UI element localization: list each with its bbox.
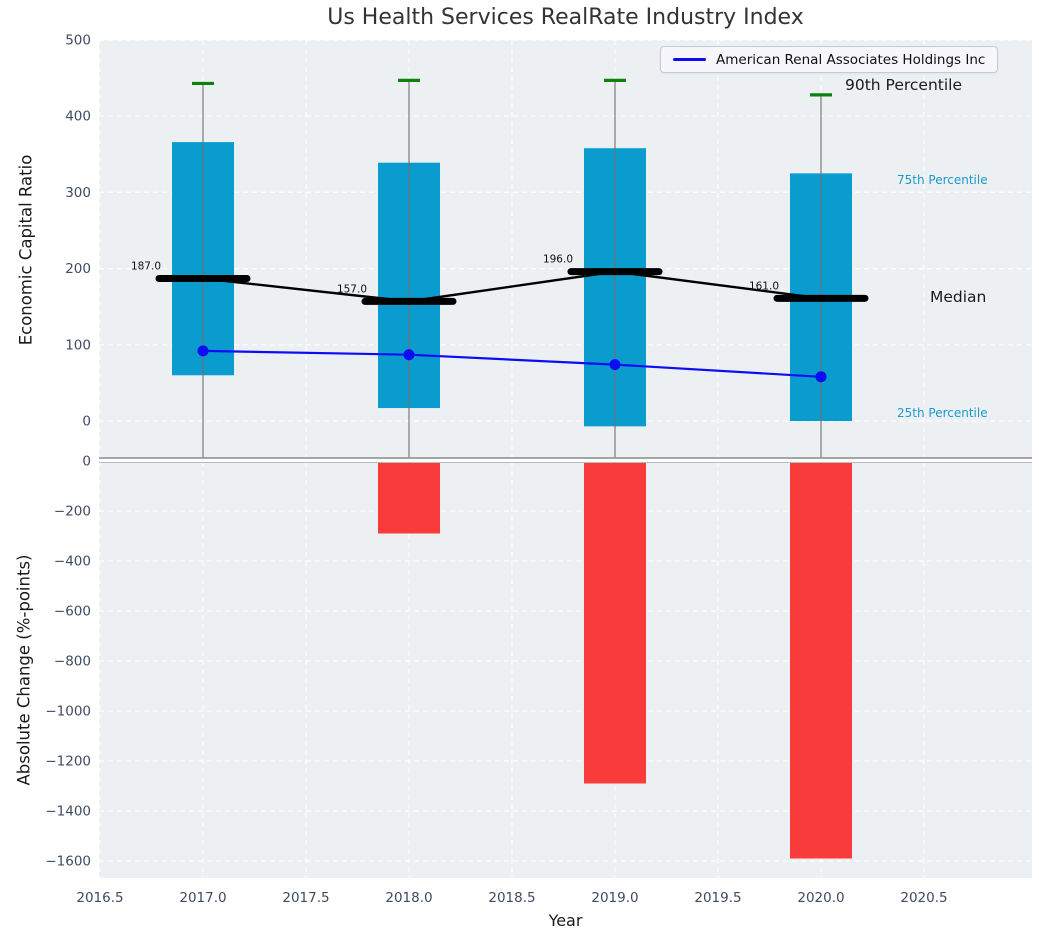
x-tick-label: 2020.5 <box>900 890 948 906</box>
top-axes-background <box>99 40 1032 458</box>
legend-label: American Renal Associates Holdings Inc <box>716 51 986 68</box>
y-tick-label-bottom: −800 <box>53 653 91 670</box>
x-tick-label: 2020.0 <box>797 890 845 906</box>
change-bar <box>790 462 852 859</box>
x-tick-label: 2019.5 <box>694 890 742 906</box>
change-bar <box>378 462 440 534</box>
company-marker <box>816 371 827 382</box>
annotation-75th-percentile: 75th Percentile <box>897 173 988 187</box>
annotation-90th-percentile: 90th Percentile <box>845 76 963 94</box>
company-marker <box>198 345 209 356</box>
y-tick-label-top: 0 <box>82 413 91 430</box>
y-tick-label-top: 400 <box>65 108 91 125</box>
y-tick-label-bottom: −400 <box>53 553 91 570</box>
y-tick-label-top: 200 <box>65 261 91 278</box>
y-tick-label-top: 100 <box>65 337 91 354</box>
y-tick-label-bottom: 0 <box>82 453 91 470</box>
y-tick-label-bottom: −1600 <box>45 853 91 870</box>
x-tick-label: 2018.0 <box>385 890 433 906</box>
y-tick-label-bottom: −200 <box>53 503 91 520</box>
legend-line-sample <box>673 58 706 61</box>
y-axis-label-top: Economic Capital Ratio <box>16 154 36 346</box>
y-tick-label-bottom: −1200 <box>45 753 91 770</box>
y-tick-label-bottom: −600 <box>53 603 91 620</box>
x-axis-label: Year <box>548 911 583 930</box>
x-tick-label: 2017.0 <box>179 890 227 906</box>
company-marker <box>404 349 415 360</box>
median-value-label: 157.0 <box>336 283 367 296</box>
x-tick-label: 2016.5 <box>76 890 124 906</box>
x-tick-label: 2018.5 <box>488 890 536 906</box>
median-value-label: 187.0 <box>130 260 161 273</box>
y-tick-label-bottom: −1400 <box>45 803 91 820</box>
y-axis-label-bottom: Absolute Change (%-points) <box>14 554 34 786</box>
chart-title: Us Health Services RealRate Industry Index <box>327 5 804 30</box>
median-value-label: 196.0 <box>542 253 573 266</box>
company-marker <box>610 359 621 370</box>
y-tick-label-bottom: −1000 <box>45 703 91 720</box>
annotation-25th-percentile: 25th Percentile <box>897 406 988 420</box>
legend <box>660 46 998 73</box>
x-tick-label: 2017.5 <box>282 890 330 906</box>
bottom-axes-background <box>99 462 1032 878</box>
x-tick-label: 2019.0 <box>591 890 639 906</box>
median-value-label: 161.0 <box>748 280 779 293</box>
annotation-median: Median <box>930 288 987 306</box>
y-tick-label-top: 300 <box>65 184 91 201</box>
change-bar <box>584 462 646 784</box>
y-tick-label-top: 500 <box>65 32 91 49</box>
